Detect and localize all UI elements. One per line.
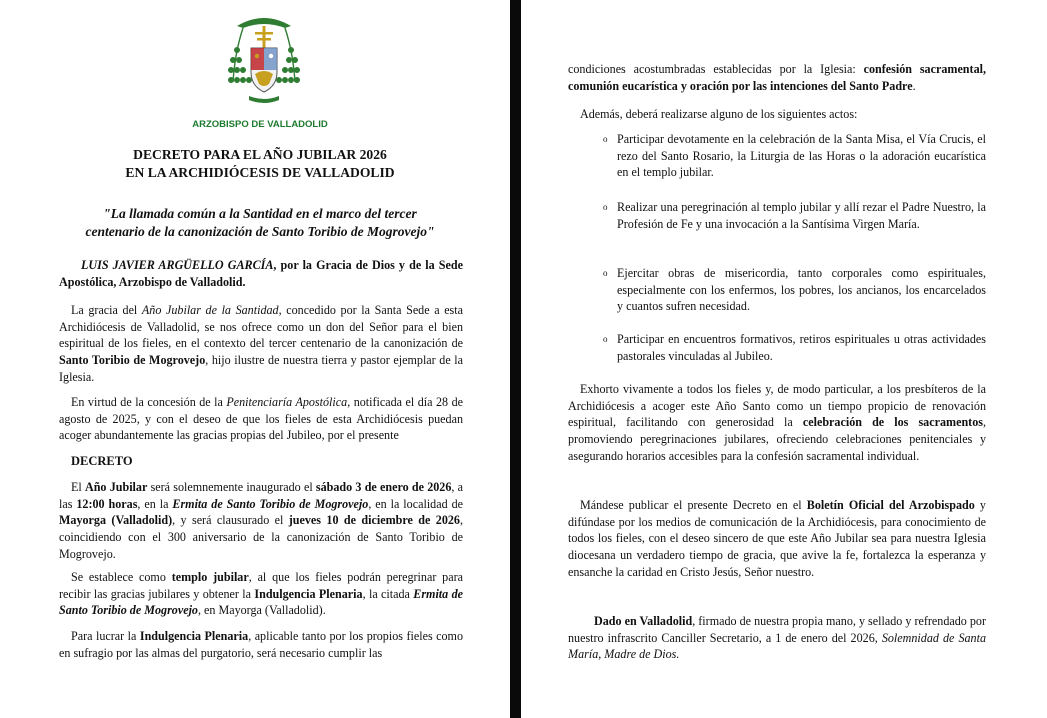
issuer-statement: [59, 257, 463, 290]
decree-subtitle: [60, 205, 460, 241]
bullet-icon: o: [603, 268, 608, 278]
paragraph-8: Mándese publicar el presente Decreto en el Boletín Oficial del Arzobispado y difúndase por los medios de comunicación de la Archidiócesis, para conocimiento de todos los fieles, con el deseo sincero de que este Año Jubilar sea para nuestra Iglesia diocesana un verdadero tiempo de gracia, que avive la fe, fortalezca la esperanza y ensanche la caridad en Cristo Jesús, Señor nuestro.: [568, 498, 986, 579]
paragraph-7: Exhorto vivamente a todos los fieles y, de modo particular, a los presbíteros de la Archidiócesis a acoger este Año Santo como un tiempo propicio de renovación espiritual, facilitando con generosidad la celebración de los sacramentos, promoviendo peregrinaciones jubilares, ofreciendo celebraciones penitenciales y asegurando horarios accesibles para la confesión sacramental individual.: [568, 382, 986, 463]
decree-title: [60, 146, 460, 182]
paragraph-9-closing: Dado en Valladolid, firmado de nuestra propia mano, y sellado y refrendado por nuestro infrascrito Canciller Secretario, a 1 de enero del 2026, Solemnidad de Santa María, Madre de Dios.: [568, 614, 986, 662]
issuer-name: LUIS JAVIER ARGÜELLO GARCÍA: [81, 258, 274, 272]
paragraph-6: Además, deberá realizarse alguno de los siguientes actos:: [580, 107, 858, 121]
list-item: o Ejercitar obras de misericordia, tanto corporales como espirituales, especialmente con los enfermos, los pobres, los ancianos, los encarcelados y cuantos sufren necesidad.: [603, 266, 986, 314]
issuer-title: , por la Gracia de Dios y de la Sede Apostólica, Arzobispo de Valladolid.: [59, 258, 463, 289]
paragraph-2: En virtud de la concesión de la Penitenciaría Apostólica, notificada el día 28 de agosto de 2025, y con el deseo de que los fieles de esta Archidiócesis puedan acoger abundantemente las gracias propias del Jubileo, por el presente: [59, 395, 463, 443]
paragraph-4: Se establece como templo jubilar, al que los fieles podrán peregrinar para recibir las gracias jubilares y obtener la Indulgencia Plenaria, la citada Ermita de Santo Toribio de Mogrovejo, en Mayorga (Valladolid).: [59, 570, 463, 618]
list-item: o Participar devotamente en la celebración de la Santa Misa, el Vía Crucis, el rezo del Santo Rosario, la Liturgia de las Horas o la adoración eucarística en el templo jubilar.: [603, 132, 986, 180]
right-page: [521, 0, 1047, 718]
paragraph-5-continued: condiciones acostumbradas establecidas por la Iglesia: confesión sacramental, comunión eucarística y oración por las intenciones del Santo Padre.: [568, 62, 986, 93]
archbishop-coat-of-arms: [227, 12, 301, 116]
title-line-1: DECRETO PARA EL AÑO JUBILAR 2026: [133, 147, 387, 162]
paragraph-1: La gracia del Año Jubilar de la Santidad, concedido por la Santa Sede a esta Archidiócesis de Valladolid, se nos ofrece como un don del Señor para el bien espiritual de los fieles, en el contexto del tercer centenario de la canonización de Santo Toribio de Mogrovejo, hijo ilustre de nuestra tierra y pastor ejemplar de la Iglesia.: [59, 303, 464, 384]
list-item: o Realizar una peregrinación al templo jubilar y allí rezar el Padre Nuestro, la Profesión de Fe y una invocación a la Santísima Virgen María.: [603, 200, 986, 231]
bullet-icon: o: [603, 334, 608, 344]
bullet-icon: o: [603, 134, 608, 144]
subtitle-line-1: "La llamada común a la Santidad en el marco del tercer: [103, 206, 417, 221]
title-line-2: EN LA ARCHIDIÓCESIS DE VALLADOLID: [125, 165, 395, 180]
paragraph-3: El Año Jubilar será solemnemente inaugurado el sábado 3 de enero de 2026, a las 12:00 horas, en la Ermita de Santo Toribio de Mogrovejo, en la localidad de Mayorga (Valladolid), y será clausurado el jueves 10 de diciembre de 2026, coincidiendo con el 300 aniversario de la canonización de Santo Toribio de Mogrovejo.: [59, 480, 464, 561]
list-item: o Participar en encuentros formativos, retiros espirituales u otras actividades pastorales vinculadas al Jubileo.: [603, 332, 986, 363]
bullet-icon: o: [603, 202, 608, 212]
decreto-heading: DECRETO: [71, 454, 133, 468]
paragraph-5: Para lucrar la Indulgencia Plenaria, aplicable tanto por los propios fieles como en sufragio por las almas del purgatorio, será necesario cumplir las: [59, 629, 463, 660]
page-divider: [510, 0, 521, 718]
issuer-label: ARZOBISPO DE VALLADOLID: [192, 119, 328, 130]
left-page: [0, 0, 510, 718]
subtitle-line-2: centenario de la canonización de Santo Toribio de Mogrovejo": [85, 224, 435, 239]
